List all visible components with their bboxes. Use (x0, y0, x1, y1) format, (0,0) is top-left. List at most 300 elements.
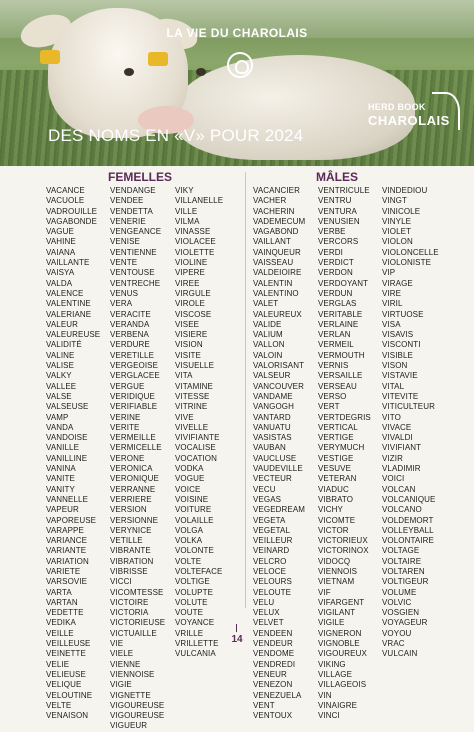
name-entry: VIADUC (318, 484, 349, 494)
name-entry: VEGETA (253, 515, 286, 525)
name-entry: VANNELLE (46, 494, 89, 504)
name-entry: VIGNOBLE (318, 639, 360, 649)
name-entry: VISON (382, 361, 408, 371)
name-entry: VERNIS (318, 361, 349, 371)
name-entry: VELOURS (253, 577, 292, 587)
name-entry: VALSEUR (253, 371, 291, 381)
males-column-3 (382, 186, 439, 660)
name-entry: VANCOUVER (253, 381, 304, 391)
name-entry: VERSIONNE (110, 515, 159, 525)
name-entry: VIVIFIANT (382, 443, 422, 453)
name-entry: VALEUREUX (253, 309, 302, 319)
name-entry: VALKY (46, 371, 72, 381)
name-entry: VOLTAIRE (382, 556, 422, 566)
name-entry: VENUS (110, 288, 139, 298)
name-entry: VILLAGEOIS (318, 680, 367, 690)
herd-book-logo (362, 96, 454, 138)
name-entry: VEINETTE (46, 649, 86, 659)
name-entry: VIGUEUR (110, 721, 148, 731)
name-entry: VANILLE (46, 443, 80, 453)
name-entry: VIF (318, 587, 331, 597)
name-entry: VELVET (253, 618, 284, 628)
name-entry: VARIANCE (46, 536, 88, 546)
ear-tag-left (40, 50, 60, 64)
name-entry: VALDA (46, 278, 73, 288)
name-entry: VINDEDIOU (382, 186, 428, 195)
name-entry: VERACITE (110, 309, 151, 319)
name-entry: VANUATU (253, 422, 291, 432)
name-entry: VOLVIC (382, 597, 412, 607)
name-entry: VALERIANE (46, 309, 92, 319)
name-entry: VARTA (46, 587, 72, 597)
name-entry: VENDEEN (253, 628, 293, 638)
name-entry: VENT (253, 700, 275, 710)
name-entry: VIVE (175, 412, 194, 422)
name-entry: VENAISON (46, 711, 89, 721)
name-entry: VLADIMIR (382, 464, 421, 474)
name-entry: VANTARD (253, 412, 291, 422)
name-entry: VILLAGE (318, 669, 353, 679)
name-entry: VISIERE (175, 330, 208, 340)
name-entry: VOLTIGE (175, 577, 210, 587)
name-entry: VENTOUSE (110, 268, 155, 278)
name-entry: VENTRECHE (110, 278, 161, 288)
name-entry: VERGUE (110, 381, 145, 391)
name-entry: VERONICA (110, 464, 153, 474)
name-entry: VENTURA (318, 206, 357, 216)
herd-book-logo-line2: CHAROLAIS (368, 113, 450, 128)
name-entry: VIE (110, 639, 124, 649)
name-entry: VELOUTINE (46, 690, 93, 700)
name-entry: VANINA (46, 464, 76, 474)
name-entry: VALEUR (46, 319, 79, 329)
name-entry: VIRAGE (382, 278, 413, 288)
name-entry: VEGAS (253, 494, 282, 504)
name-entry: VESTIGE (318, 453, 354, 463)
name-entry: VOUTE (175, 608, 204, 618)
name-entry: VISIBLE (382, 350, 413, 360)
name-entry: VISION (175, 340, 203, 350)
name-entry: VOLCAN (382, 484, 416, 494)
name-entry: VERINE (110, 412, 141, 422)
name-entry: VIOLET (382, 227, 412, 237)
name-entry: VALSEUSE (46, 402, 89, 412)
name-entry: VIVIFIANTE (175, 433, 220, 443)
name-entry: VERGEOISE (110, 361, 159, 371)
name-entry: VICTOR (318, 525, 349, 535)
column-divider (245, 172, 246, 608)
name-entry: VENTE (110, 258, 138, 268)
name-entry: VIRE (382, 288, 402, 298)
name-entry: VERONIQUE (110, 474, 159, 484)
name-entry: VICTUAILLE (110, 628, 157, 638)
name-entry: VIRTUOSE (382, 309, 424, 319)
name-entry: VERDURE (110, 340, 150, 350)
name-entry: VICOMTESSE (110, 587, 164, 597)
name-entry: VICCI (110, 577, 132, 587)
name-entry: VIGNETTE (110, 690, 151, 700)
name-entry: VIETNAM (318, 577, 355, 587)
name-entry: VALENTIN (253, 278, 293, 288)
name-entry: VINCI (318, 711, 340, 721)
name-entry: VIGILE (318, 618, 345, 628)
name-entry: VARSOVIE (46, 577, 88, 587)
name-entry: VERRANNE (110, 484, 156, 494)
femelles-heading: FEMELLES (108, 170, 173, 184)
name-entry: VADEMECUM (253, 216, 306, 226)
name-entry: VERTDEGRIS (318, 412, 371, 422)
name-entry: VIFARGENT (318, 597, 365, 607)
name-entry: VIKY (175, 186, 194, 195)
name-entry: VARAPPE (46, 525, 84, 535)
page-number: 14 (231, 634, 243, 645)
name-entry: VOGUE (175, 474, 205, 484)
name-entry: VELIE (46, 659, 70, 669)
name-entry: VOICI (382, 474, 405, 484)
name-entry: VITO (382, 412, 401, 422)
name-entry: VERMEIL (318, 340, 354, 350)
name-entry: VIGNERON (318, 628, 362, 638)
name-entry: VIOLONCELLE (382, 247, 439, 257)
name-entry: VELU (253, 597, 275, 607)
name-entry: VAUDEVILLE (253, 464, 303, 474)
name-entry: VACANCIER (253, 186, 300, 195)
femelles-column-3 (175, 186, 223, 660)
name-entry: VITAMINE (175, 381, 213, 391)
name-entry: VILLANELLE (175, 196, 224, 206)
name-entry: VACHERIN (253, 206, 295, 216)
name-entry: VISCOSE (175, 309, 212, 319)
name-entry: VIOLON (382, 237, 413, 247)
name-entry: VENTIENNE (110, 247, 157, 257)
name-entry: VACHER (253, 196, 287, 206)
name-entry: VALENTINE (46, 299, 91, 309)
name-entry: VENUSIEN (318, 216, 360, 226)
name-entry: VAISYA (46, 268, 75, 278)
name-entry: VITRINE (175, 402, 208, 412)
males-heading: MÂLES (316, 170, 358, 184)
name-entry: VAILLANT (253, 237, 291, 247)
name-entry: VELUX (253, 608, 280, 618)
name-entry: VERT (318, 402, 340, 412)
name-entry: VOLCANO (382, 505, 422, 515)
name-entry: VOLUME (382, 587, 417, 597)
name-entry: VALENTINO (253, 288, 299, 298)
name-entry: VEDETTE (46, 608, 84, 618)
name-entry: VEDIKA (46, 618, 76, 628)
name-entry: VOLCANIQUE (382, 494, 436, 504)
name-entry: VECU (253, 484, 276, 494)
name-entry: VOLKA (175, 536, 203, 546)
name-entry: VALINE (46, 350, 75, 360)
name-entry: VAPEUR (46, 505, 79, 515)
name-entry: VOICE (175, 484, 201, 494)
name-entry: VERDUN (318, 288, 353, 298)
name-entry: VERYNICE (110, 525, 152, 535)
name-entry: VOYAGEUR (382, 618, 428, 628)
name-entry: VENDEUR (253, 639, 293, 649)
name-entry: VERIFIABLE (110, 402, 158, 412)
name-entry: VERMOUTH (318, 350, 365, 360)
name-entry: VOSGIEN (382, 608, 420, 618)
name-entry: VIKING (318, 659, 346, 669)
name-entry: VERDOYANT (318, 278, 369, 288)
name-entry: VENDANGE (110, 186, 156, 195)
name-entry: VOLTIGEUR (382, 577, 429, 587)
name-entry: VENERIE (110, 216, 146, 226)
name-entry: VACUOLE (46, 196, 85, 206)
name-entry: VIN (318, 690, 332, 700)
name-entry: VENDETTA (110, 206, 153, 216)
name-entry: VERYMUCH (318, 443, 365, 453)
name-entry: VOLAILLE (175, 515, 214, 525)
name-entry: VICOMTE (318, 515, 356, 525)
name-entry: VERETILLE (110, 350, 155, 360)
logo-curve-icon (432, 92, 460, 130)
name-entry: VERLAINE (318, 319, 359, 329)
name-entry: VERSAILLE (318, 371, 363, 381)
name-entry: VOLGA (175, 525, 204, 535)
name-entry: VERRIERE (110, 494, 152, 504)
name-entry: VALOIN (253, 350, 283, 360)
name-entry: VERITABLE (318, 309, 363, 319)
name-entry: VALISE (46, 361, 75, 371)
name-entry: VITICULTEUR (382, 402, 435, 412)
name-entry: VEGEDREAM (253, 505, 306, 515)
name-entry: VIVACE (382, 422, 412, 432)
name-entry: VELOCE (253, 566, 287, 576)
name-entry: VANDOISE (46, 433, 88, 443)
name-entry: VIGIE (110, 680, 132, 690)
name-entry: VAIANA (46, 247, 76, 257)
name-entry: VERSEAU (318, 381, 357, 391)
name-entry: VIENNOIS (318, 566, 358, 576)
name-entry: VINASSE (175, 227, 211, 237)
name-entry: VICTORIA (110, 608, 149, 618)
name-entry: VODKA (175, 464, 204, 474)
name-entry: VIREE (175, 278, 200, 288)
name-entry: VAHINE (46, 237, 76, 247)
name-entry: VIENNE (110, 659, 141, 669)
name-entry: VIOLETTE (175, 247, 215, 257)
name-entry: VIGOUREUSE (110, 700, 165, 710)
name-entry: VIOLACEE (175, 237, 216, 247)
name-entry: VIGOUREUSE (110, 711, 165, 721)
name-entry: VERDON (318, 268, 353, 278)
name-entry: VANDAME (253, 391, 293, 401)
name-entry: VIENNOISE (110, 669, 155, 679)
name-entry: VAMP (46, 412, 69, 422)
name-entry: VOLONTE (175, 546, 214, 556)
name-entry: VAGABONDE (46, 216, 97, 226)
name-entry: VIDOCQ (318, 556, 351, 566)
name-entry: VERITE (110, 422, 140, 432)
name-entry: VIOLINE (175, 258, 208, 268)
name-entry: VERBE (318, 227, 346, 237)
name-entry: VERIDIQUE (110, 391, 155, 401)
name-entry: VASISTAS (253, 433, 292, 443)
name-entry: VERGLAS (318, 299, 357, 309)
name-entry: VERLAN (318, 330, 351, 340)
name-entry: VAUCLUSE (253, 453, 297, 463)
name-entry: VEILLEUSE (46, 639, 91, 649)
calf-eye-right (196, 68, 206, 76)
name-entry: VICTORIEUX (318, 536, 368, 546)
name-entry: VISTAVIE (382, 371, 418, 381)
name-entry: VARIETE (46, 566, 81, 576)
name-entry: VIRIL (382, 299, 403, 309)
name-entry: VIPERE (175, 268, 205, 278)
name-entry: VELIEUSE (46, 669, 86, 679)
name-entry: VAISSEAU (253, 258, 294, 268)
name-entry: VERA (110, 299, 133, 309)
name-entry: VERANDA (110, 319, 150, 329)
name-entry: VIOLONISTE (382, 258, 432, 268)
name-entry: VENGEANCE (110, 227, 162, 237)
name-entry: VRAC (382, 639, 405, 649)
name-entry: VULCANIA (175, 649, 216, 659)
name-entry: VINGT (382, 196, 407, 206)
ear-tag-right (148, 52, 168, 66)
name-entry: VANITY (46, 484, 75, 494)
name-entry: VERONE (110, 453, 145, 463)
name-entry: VISITE (175, 350, 201, 360)
name-entry: VALEUREUSE (46, 330, 101, 340)
name-entry: VAGUE (46, 227, 74, 237)
name-entry: VISAVIS (382, 330, 414, 340)
name-entry: VELTE (46, 700, 72, 710)
name-entry: VANITE (46, 474, 75, 484)
name-entry: VARTAN (46, 597, 78, 607)
name-entry: VARIANTE (46, 546, 87, 556)
name-entry: VULCAIN (382, 649, 418, 659)
name-entry: VEILLEUR (253, 536, 293, 546)
name-entry: VEGETAL (253, 525, 291, 535)
name-entry: VIZIR (382, 453, 403, 463)
name-entry: VITESSE (175, 391, 210, 401)
hero-photo (0, 0, 474, 166)
name-entry: VERDICT (318, 258, 354, 268)
name-entry: VISEE (175, 319, 200, 329)
name-entry: VINYLE (382, 216, 412, 226)
name-entry: VENTOUX (253, 711, 293, 721)
name-entry: VERTICAL (318, 422, 358, 432)
name-entry: VITA (175, 371, 193, 381)
name-entry: VERDI (318, 247, 343, 257)
femelles-column-2 (110, 186, 165, 732)
name-entry: VEILLE (46, 628, 74, 638)
name-entry: VIBRATO (318, 494, 354, 504)
name-entry: VILLE (175, 206, 198, 216)
name-entry: VERSION (110, 505, 147, 515)
name-entry: VACANCE (46, 186, 85, 195)
name-entry: VALDEIOIRE (253, 268, 302, 278)
name-entry: VENEUR (253, 669, 287, 679)
name-entry: VANGOGH (253, 402, 295, 412)
name-entry: VISUELLE (175, 361, 215, 371)
name-entry: VOLTE (175, 556, 202, 566)
name-entry: VENTRU (318, 196, 352, 206)
name-entry: VETERAN (318, 474, 357, 484)
name-entry: VOITURE (175, 505, 212, 515)
name-entry: VENDEE (110, 196, 144, 206)
name-entry: VOLTEFACE (175, 566, 223, 576)
name-entry: VALENCE (46, 288, 84, 298)
name-entry: VIBRISSE (110, 566, 148, 576)
name-entry: VINAIGRE (318, 700, 358, 710)
name-entry: VIGILANT (318, 608, 356, 618)
magazine-brand: LA VIE DU CHAROLAIS (166, 26, 308, 40)
name-entry: VALIDITÉ (46, 340, 82, 350)
name-entry: VOLTAGE (382, 546, 420, 556)
name-entry: VIROLE (175, 299, 205, 309)
name-entry: VICHY (318, 505, 343, 515)
name-entry: VELOUTE (253, 587, 292, 597)
name-entry: VIVALDI (382, 433, 413, 443)
name-entry: VISA (382, 319, 401, 329)
name-entry: VALORISANT (253, 361, 305, 371)
name-entry: VALLEE (46, 381, 77, 391)
name-entry: VELIQUE (46, 680, 82, 690)
name-entry: VALIDE (253, 319, 282, 329)
name-entry: VOISINE (175, 494, 209, 504)
name-entry: VALET (253, 299, 279, 309)
name-entry: VIRGULE (175, 288, 211, 298)
name-entry: VALLON (253, 340, 285, 350)
name-entry: VANILLINE (46, 453, 88, 463)
name-entry: VETILLE (110, 536, 143, 546)
name-entry: VECTEUR (253, 474, 292, 484)
name-entry: VOCALISE (175, 443, 216, 453)
name-entry: VOLUPTE (175, 587, 214, 597)
name-entry: VENEZON (253, 680, 293, 690)
name-entry: VIBRATION (110, 556, 154, 566)
name-entry: VERBENA (110, 330, 149, 340)
name-entry: VAGABOND (253, 227, 299, 237)
name-entry: VIP (382, 268, 396, 278)
name-entry: VERMICELLE (110, 443, 162, 453)
name-entry: VALIUM (253, 330, 283, 340)
name-entry: VIBRANTE (110, 546, 151, 556)
calf-eye-left (124, 68, 134, 76)
name-entry: VENTRICULE (318, 186, 370, 195)
name-entry: VICTORIEUSE (110, 618, 166, 628)
name-entry: VAINQUEUR (253, 247, 301, 257)
name-entry: VERSO (318, 391, 347, 401)
name-entry: VAPOREUSE (46, 515, 97, 525)
herd-book-logo-line1: HERD BOOK (368, 102, 426, 112)
name-entry: VERTIGE (318, 433, 354, 443)
name-entry: VINICOLE (382, 206, 421, 216)
name-entry: VIELE (110, 649, 134, 659)
name-entry: VOLTAREN (382, 566, 425, 576)
name-entry: VOYANCE (175, 618, 215, 628)
name-entry: VALSE (46, 391, 72, 401)
name-entry: VENDOME (253, 649, 295, 659)
name-entry: VARIATION (46, 556, 89, 566)
name-entry: VESUVE (318, 464, 352, 474)
name-entry: VOLDEMORT (382, 515, 434, 525)
page-number-tick (236, 624, 237, 632)
name-entry: VISCONTI (382, 340, 421, 350)
name-entry: VENEZUELA (253, 690, 302, 700)
name-entry: VENDREDI (253, 659, 296, 669)
name-entry: VENISE (110, 237, 140, 247)
name-entry: VITAL (382, 381, 405, 391)
name-entry: VILMA (175, 216, 200, 226)
name-entry: VRILLE (175, 628, 204, 638)
name-entry: VERCORS (318, 237, 359, 247)
